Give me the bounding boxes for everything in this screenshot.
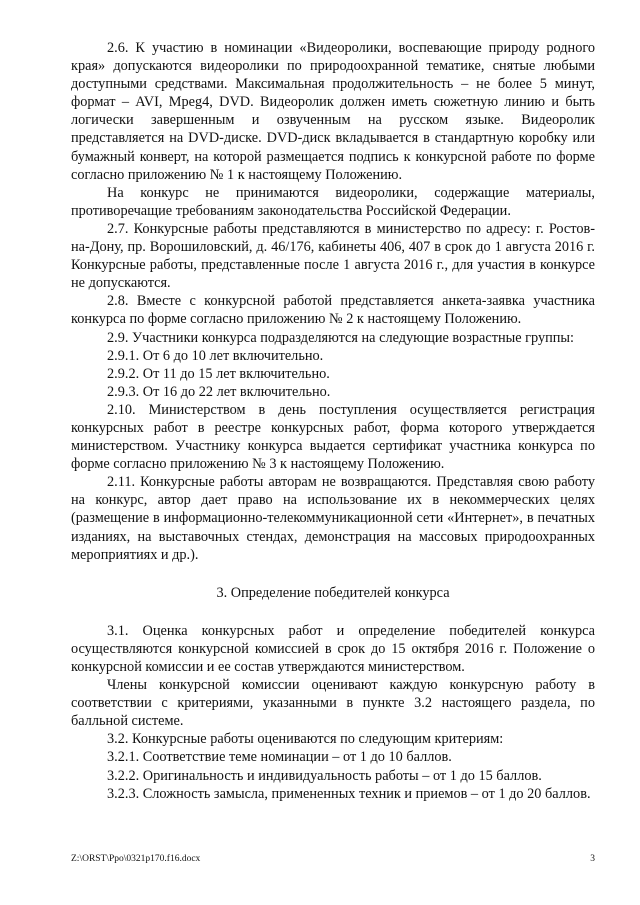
paragraph-2-6: 2.6. К участию в номинации «Видеоролики, воспевающие природу родного края» допускаются видеоролики по природоохранной тематике, снятые любыми доступными средствами. Максимальная продолжительность – не более 5 минут, формат – AVI, Mpeg4, DVD. Видеоролик должен иметь сюжетную линию и быть логически завершенным и озвученным на русском языке. Видеоролик представляется на DVD-диске. DVD-диск вкладывается в стандартную коробку или бумажный конверт, на которой размещается подпись к конкурсной работе по форме согласно приложению № 1 к настоящему Положению. — [71, 40, 595, 183]
paragraph-2-10: 2.10. Министерством в день поступления осуществляется регистрация конкурсных работ в реестре конкурсных работ, форма которого утверждается министерством. Участнику конкурса выдается сертификат участника конкурса по форме согласно приложению № 3 к настоящему Положению. — [71, 401, 595, 473]
paragraph-2-9-1: 2.9.1. От 6 до 10 лет включительно. — [107, 347, 324, 364]
paragraph-2-6-note: На конкурс не принимаются видеоролики, содержащие материалы, противоречащие требованиям законодательства Российской Федерации. — [71, 184, 595, 219]
page-number: 3 — [590, 854, 595, 864]
paragraph-3-1: 3.1. Оценка конкурсных работ и определение победителей конкурса осуществляются конкурсной комиссией в срок до 15 октября 2016 г. Положение о конкурсной комиссии и ее состав утверждаются министерством. — [71, 622, 595, 675]
footer-file-path: Z:\ORST\Ppo\0321p170.f16.docx — [71, 854, 201, 864]
paragraph-2-11: 2.11. Конкурсные работы авторам не возвращаются. Представляя свою работу на конкурс, автор дает право на использование их в некоммерческих целях (размещение в информационно-телекоммуникационной сети «Интернет», в печатных изданиях, на выставочных стендах, демонстрация на массовых природоохранных мероприятиях и др.). — [71, 474, 595, 563]
paragraph-2-8: 2.8. Вместе с конкурсной работой представляется анкета-заявка участника конкурса по форме согласно приложению № 2 к настоящему Положению. — [71, 293, 595, 328]
paragraph-3-2-1: 3.2.1. Соответствие теме номинации – от 1 до 10 баллов. — [107, 749, 452, 766]
paragraph-2-7: 2.7. Конкурсные работы представляются в министерство по адресу: г. Ростов-на-Дону, пр. Ворошиловский, д. 46/176, кабинеты 406, 407 в срок до 1 августа 2016 г. Конкурсные работы, представленные после 1 августа 2016 г., для участия в конкурсе не допускаются. — [71, 220, 595, 292]
paragraph-3-1-note: Члены конкурсной комиссии оценивают каждую конкурсную работу в соответствии с критериями, указанными в пункте 3.2 настоящего раздела, по балльной системе. — [71, 677, 595, 730]
section-heading: 3. Определение победителей конкурса — [216, 584, 450, 601]
paragraph-2-9-3: 2.9.3. От 16 до 22 лет включительно. — [107, 383, 331, 400]
paragraph-2-9-2: 2.9.2. От 11 до 15 лет включительно. — [107, 365, 330, 382]
paragraph-3-2-2: 3.2.2. Оригинальность и индивидуальность работы – от 1 до 15 баллов. — [107, 767, 542, 784]
paragraph-2-9: 2.9. Участники конкурса подразделяются на следующие возрастные группы: — [107, 329, 574, 346]
paragraph-3-2: 3.2. Конкурсные работы оцениваются по следующим критериям: — [107, 731, 504, 748]
page-body — [71, 39, 595, 803]
paragraph-3-2-3: 3.2.3. Сложность замысла, примененных техник и приемов – от 1 до 20 баллов. — [107, 785, 591, 802]
